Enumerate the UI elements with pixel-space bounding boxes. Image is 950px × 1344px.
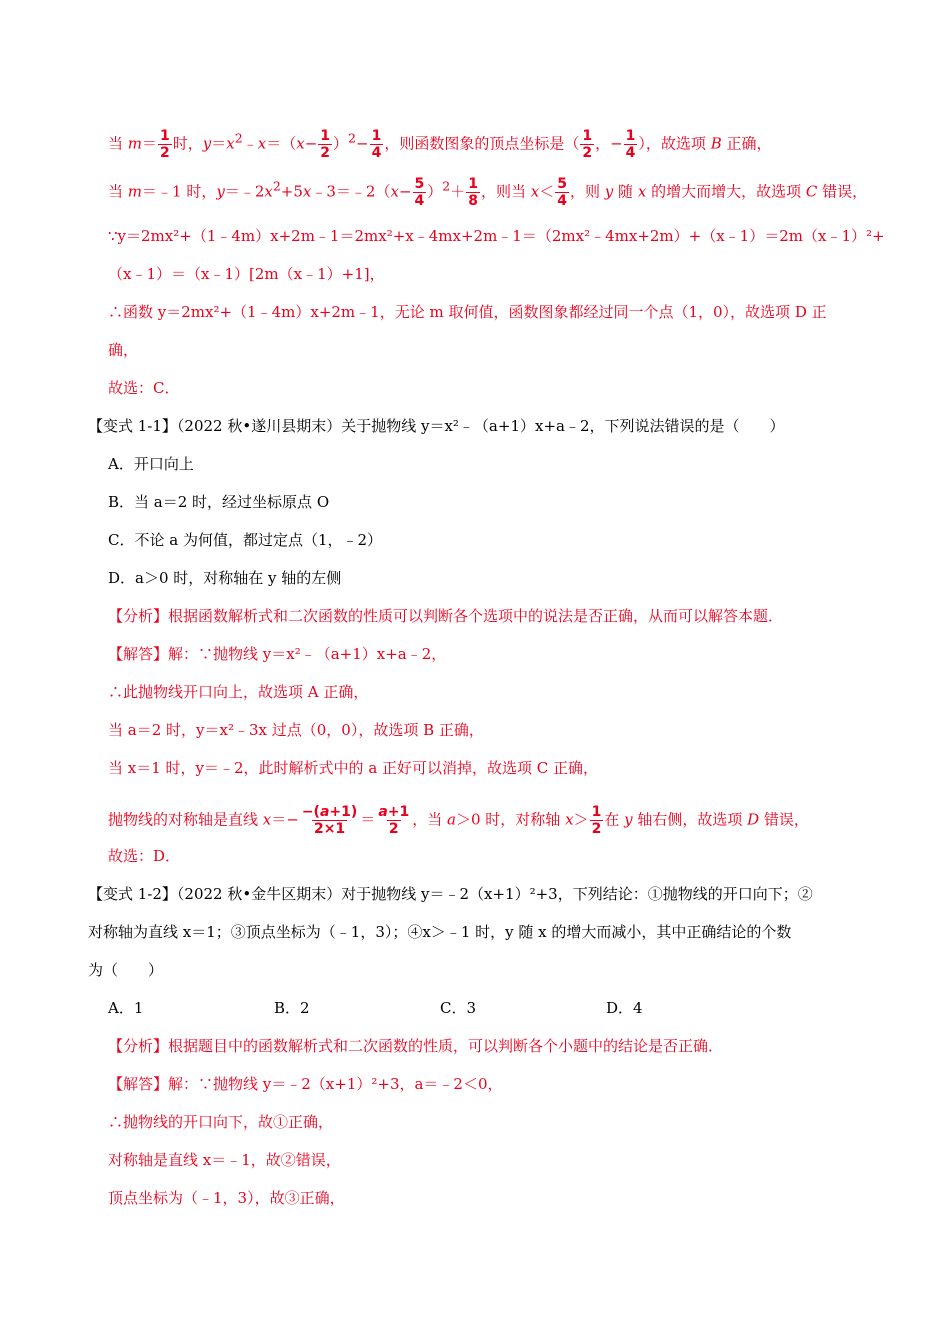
solution-1-2-line-1: 【解答】解：∵抛物线 y＝﹣2（x+1）²+3，a＝﹣2＜0，	[108, 1075, 503, 1093]
question-1-2-title-line-1: 【变式 1-2】（2022 秋•金牛区期末）对于抛物线 y＝﹣2（x+1）²+3，下列结论：①抛物线的开口向下；②	[88, 885, 813, 903]
question-1-2-title-line-2: 对称轴为直线 x＝1；③顶点坐标为（﹣1，3）；④x＞﹣1 时，y 随 x 的增大而减小，其中正确结论的个数	[88, 923, 792, 941]
solution-1-2-line-3: 对称轴是直线 x＝﹣1，故②错误，	[108, 1151, 341, 1169]
solution-1-1-line-4: 当 x＝1 时，y＝﹣2，此时解析式中的 a 正好可以消掉，故选项 C 正确，	[108, 759, 599, 777]
option-b: B．当 a＝2 时，经过坐标原点 O	[108, 493, 330, 511]
answer-line-7: 故选：C．	[108, 379, 180, 397]
option-d: D．4	[606, 999, 643, 1017]
solution-1-1-line-3: 当 a＝2 时，y＝x²﹣3x 过点（0，0），故选项 B 正确，	[108, 721, 484, 739]
solution-1-2-line-4: 顶点坐标为（﹣1，3），故③正确，	[108, 1189, 345, 1207]
answer-line-6: 确，	[108, 341, 139, 359]
answer-line-4: （x﹣1）＝（x﹣1）[2m（x﹣1）+1]，	[108, 265, 385, 283]
solution-1-2-line-2: ∴抛物线的开口向下，故①正确，	[108, 1113, 334, 1131]
solution-1-1-line-1: 【解答】解：∵抛物线 y＝x²﹣（a+1）x+a﹣2，	[108, 645, 447, 663]
answer-line-2: 当 m＝﹣1 时，$y=﹣2x^2+5x﹣3=﹣2(x-$ $\frac{5}{4}$ ）$^2$＋ $\frac{1}{8}$ ，则当 x＜ $\frac{5}{4}$ ，则 y 随 x 的增大而增大，故选项 C 错误，	[108, 176, 868, 209]
question-1-1-title: 【变式 1-1】（2022 秋•遂川县期末）关于抛物线 y＝x²﹣（a+1）x+a﹣2，下列说法错误的是（ ）	[88, 417, 785, 435]
question-1-2-title-line-3: 为（ ）	[88, 961, 164, 979]
analysis-1-1: 【分析】根据函数解析式和二次函数的性质可以判断各个选项中的说法是否正确，从而可以解答本题．	[108, 607, 784, 625]
option-c: C．不论 a 为何值，都过定点（1，﹣2）	[108, 531, 383, 549]
option-d: D．a＞0 时，对称轴在 y 轴的左侧	[108, 569, 342, 587]
option-c: C．3	[440, 999, 477, 1017]
answer-line-1: 当 m＝ $\frac{1}{2}$ 时，$y=x^2﹣x=(x-$ $\frac{1}{2}$ ）$^2$− $\frac{1}{4}$ ，则函数图象的顶点坐标是（ $\frac{1}{2}$ ，− $\frac{1}{4}$ ），故选项 B 正确，	[108, 128, 772, 161]
option-a: A．1	[108, 999, 144, 1017]
question-1-2-options	[108, 998, 772, 1018]
answer-line-3: ∵y＝2mx²+（1﹣4m）x+2m﹣1＝2mx²+x﹣4mx+2m﹣1＝（2mx²﹣4mx+2m）+（x﹣1）＝2m（x﹣1）²+	[108, 227, 885, 245]
option-a: A．开口向上	[108, 455, 194, 473]
solution-1-1-line-2: ∴此抛物线开口向上，故选项 A 正确，	[108, 683, 369, 701]
analysis-1-2: 【分析】根据题目中的函数解析式和二次函数的性质，可以判断各个小题中的结论是否正确．	[108, 1037, 724, 1055]
solution-1-1-line-6: 故选：D．	[108, 847, 181, 865]
solution-1-1-line-5: 抛物线的对称轴是直线 x＝− $\frac{-(a+1)}{2\times 1}$ ＝ $\frac{a+1}{2}$ ，当 a＞0 时，对称轴 x＞ $\frac{1}{2}$ 在 y 轴右侧，故选项 D 错误，	[108, 804, 809, 837]
answer-line-5: ∴函数 y＝2mx²+（1﹣4m）x+2m﹣1，无论 m 取何值，函数图象都经过同一个点（1，0），故选项 D 正	[108, 303, 827, 321]
option-b: B．2	[274, 999, 310, 1017]
